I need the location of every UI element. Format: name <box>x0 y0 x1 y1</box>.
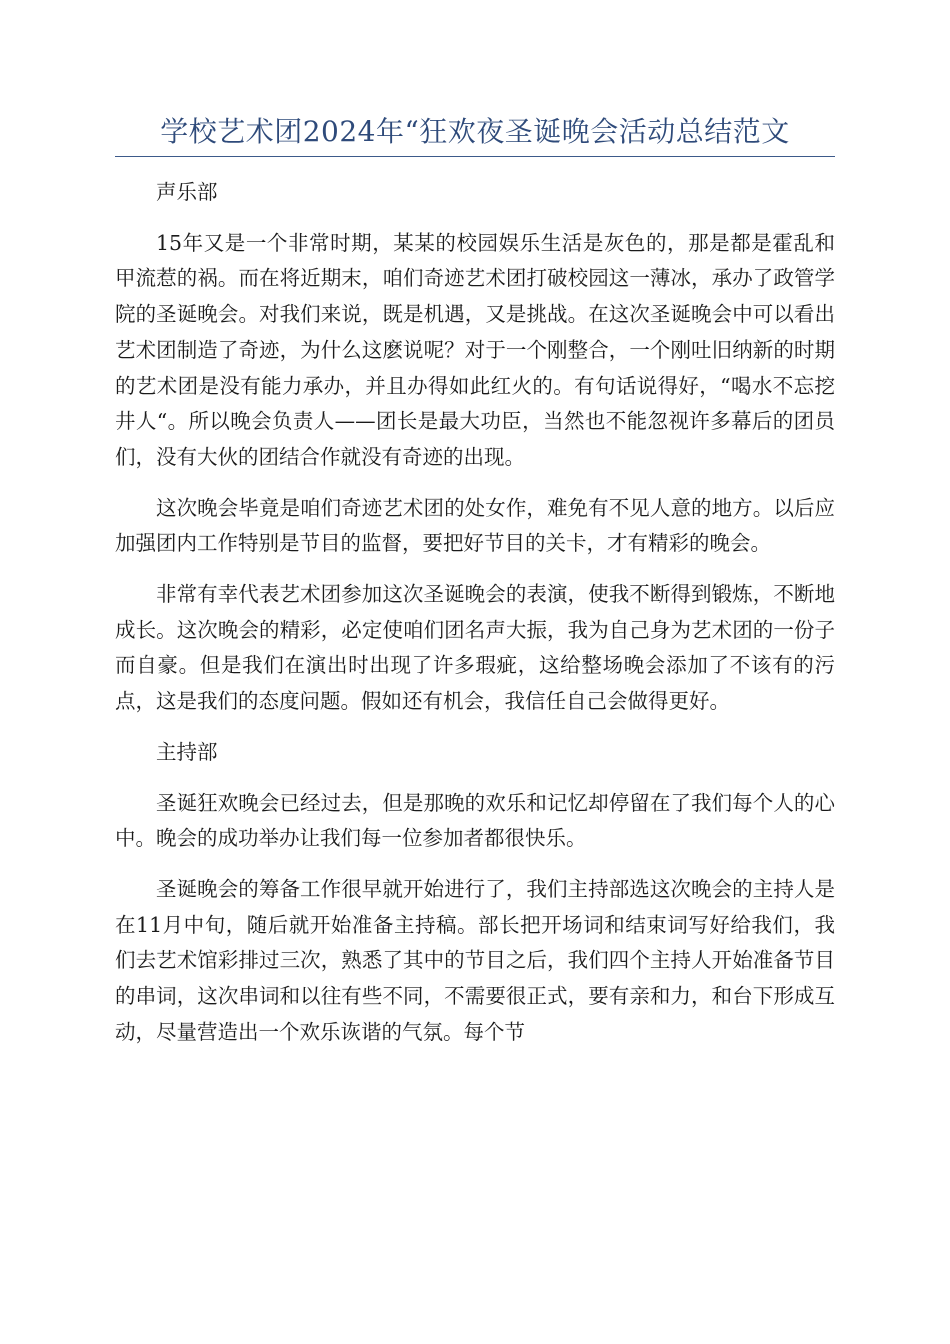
paragraph: 圣诞狂欢晚会已经过去，但是那晚的欢乐和记忆却停留在了我们每个人的心中。晚会的成功举办让我们每一位参加者都很快乐。 <box>115 790 835 851</box>
document-body <box>115 175 835 1065</box>
paragraph: 非常有幸代表艺术团参加这次圣诞晚会的表演，使我不断得到锻炼，不断地成长。这次晚会的精彩，必定使咱们团名声大振，我为自己身为艺术团的一份子而自豪。但是我们在演出时出现了许多瑕疵，这给整场晚会添加了不该有的污点，这是我们的态度问题。假如还有机会，我信任自己会做得更好。 <box>115 582 835 714</box>
paragraph: 15年又是一个非常时期，某某的校园娱乐生活是灰色的，那是都是霍乱和甲流惹的祸。而在将近期末，咱们奇迹艺术团打破校园这一薄冰，承办了政管学院的圣诞晚会。对我们来说，既是机遇，又是挑战。在这次圣诞晚会中可以看出艺术团制造了奇迹，为什么这麽说呢？对于一个刚整合，一个刚吐旧纳新的时期的艺术团是没有能力承办，并且办得如此红火的。有句话说得好，“喝水不忘挖井人“。所以晚会负责人——团长是最大功臣，当然也不能忽视许多幕后的团员们，没有大伙的团结合作就没有奇迹的出现。 <box>115 230 835 469</box>
title-block <box>115 112 835 157</box>
section-heading-host: 主持部 <box>156 739 218 764</box>
section-heading-vocal: 声乐部 <box>156 180 218 204</box>
paragraph: 这次晚会毕竟是咱们奇迹艺术团的处女作，难免有不见人意的地方。以后应加强团内工作特别是节目的监督，要把好节目的关卡，才有精彩的晚会。 <box>115 495 835 556</box>
paragraph: 圣诞晚会的筹备工作很早就开始进行了，我们主持部选这次晚会的主持人是在11月中旬，随后就开始准备主持稿。部长把开场词和结束词写好给我们，我们去艺术馆彩排过三次，熟悉了其中的节目之后，我们四个主持人开始准备节目的串词，这次串词和以往有些不同，不需要很正式，要有亲和力，和台下形成互动，尽量营造出一个欢乐诙谐的气氛。每个节 <box>115 876 835 1044</box>
document-title: 学校艺术团2024年“狂欢夜圣诞晚会活动总结范文 <box>160 115 790 148</box>
